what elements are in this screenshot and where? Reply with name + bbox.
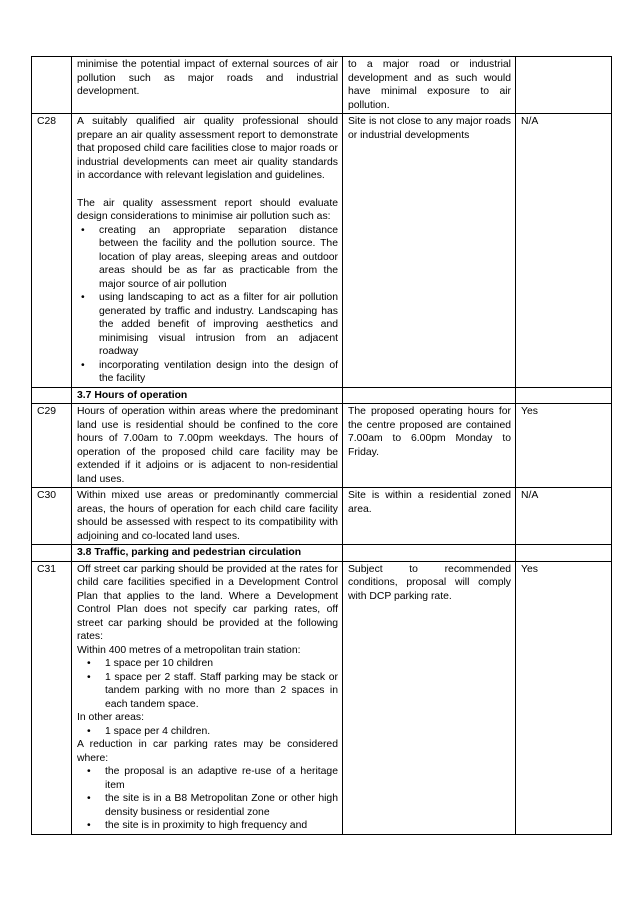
list-item: • the site is in a B8 Metropolitan Zone or other high density business or residential zone xyxy=(77,792,338,819)
list-item: • using landscaping to act as a filter for air pollution generated by traffic and industry. Landscaping has the added benefit of improving aesthetics and minimising visual intrusion from an adjacent roadway xyxy=(77,291,338,359)
section-heading-row xyxy=(32,387,612,404)
comment-cell: The proposed operating hours for the centre proposed are contained 7.00am to 6.00pm Monday to Friday. xyxy=(343,404,516,488)
provision-paragraph: A suitably qualified air quality professional should prepare an air quality assessment report to demonstrate that proposed child care facilities close to major roads or industrial developments can meet air quality standards in accordance with relevant legislation and guidelines. xyxy=(77,116,338,181)
list-item: • the proposal is an adaptive re-use of a heritage item xyxy=(77,765,338,792)
table-row xyxy=(32,561,612,834)
provision-cell: minimise the potential impact of external sources of air pollution such as major roads and industrial development. xyxy=(72,57,343,114)
list-item: • incorporating ventilation design into the design of the facility xyxy=(77,359,338,386)
list-item: • 1 space per 4 children. xyxy=(77,725,338,739)
comment-cell: to a major road or industrial development and as such would have minimal exposure to air pollution. xyxy=(343,57,516,114)
control-id-cell: C31 xyxy=(32,561,72,834)
section-heading: 3.8 Traffic, parking and pedestrian circulation xyxy=(72,545,343,562)
list-item: • 1 space per 2 staff. Staff parking may be stack or tandem parking with no more than 2 spaces in each tandem space. xyxy=(77,671,338,712)
compliance-cell: Yes xyxy=(516,561,612,834)
provision-paragraph: A reduction in car parking rates may be considered where: xyxy=(77,739,338,764)
compliance-cell: N/A xyxy=(516,488,612,545)
comment-cell: Site is not close to any major roads or industrial developments xyxy=(343,114,516,388)
list-item: • 1 space per 10 children xyxy=(77,657,338,671)
control-id-cell: C28 xyxy=(32,114,72,388)
control-id-cell: C30 xyxy=(32,488,72,545)
provision-paragraph: The air quality assessment report should evaluate design considerations to minimise air pollution such as: xyxy=(77,197,338,222)
compliance-cell xyxy=(516,57,612,114)
table-row xyxy=(32,488,612,545)
table-row xyxy=(32,404,612,488)
provision-paragraph: Off street car parking should be provided at the rates for child care facilities specified in a Development Control Plan that applies to the land. Where a Development Control Plan does not specify car parking rates, off street car parking should be provided at the following rates: xyxy=(77,563,338,642)
section-heading-row xyxy=(32,545,612,562)
comment-cell: Site is within a residential zoned area. xyxy=(343,488,516,545)
control-id-cell xyxy=(32,57,72,114)
section-heading: 3.7 Hours of operation xyxy=(72,387,343,404)
table-row xyxy=(32,57,612,114)
list-item: • the site is in proximity to high frequency and xyxy=(77,819,338,833)
provision-cell xyxy=(72,561,343,834)
provision-cell: Within mixed use areas or predominantly commercial areas, the hours of operation for each child care facility should be assessed with respect to its compatibility with adjoining and co-located land uses. xyxy=(72,488,343,545)
compliance-cell: Yes xyxy=(516,404,612,488)
provision-paragraph: Within 400 metres of a metropolitan train station: xyxy=(77,644,301,656)
compliance-table xyxy=(31,56,612,835)
comment-cell: Subject to recommended conditions, proposal will comply with DCP parking rate. xyxy=(343,561,516,834)
list-item: • creating an appropriate separation distance between the facility and the pollution source. The location of play areas, sleeping areas and outdoor areas should be as far as practicable from the major source of air pollution xyxy=(77,224,338,292)
provision-paragraph: In other areas: xyxy=(77,712,145,723)
provision-cell: Hours of operation within areas where the predominant land use is residential should be confined to the core hours of 7.00am to 7.00pm weekdays. The hours of operation of the proposed child care facility may be extended if it adjoins or is adjacent to non-residential land uses. xyxy=(72,404,343,488)
compliance-cell: N/A xyxy=(516,114,612,388)
control-id-cell: C29 xyxy=(32,404,72,488)
provision-cell xyxy=(72,114,343,388)
table-row xyxy=(32,114,612,388)
